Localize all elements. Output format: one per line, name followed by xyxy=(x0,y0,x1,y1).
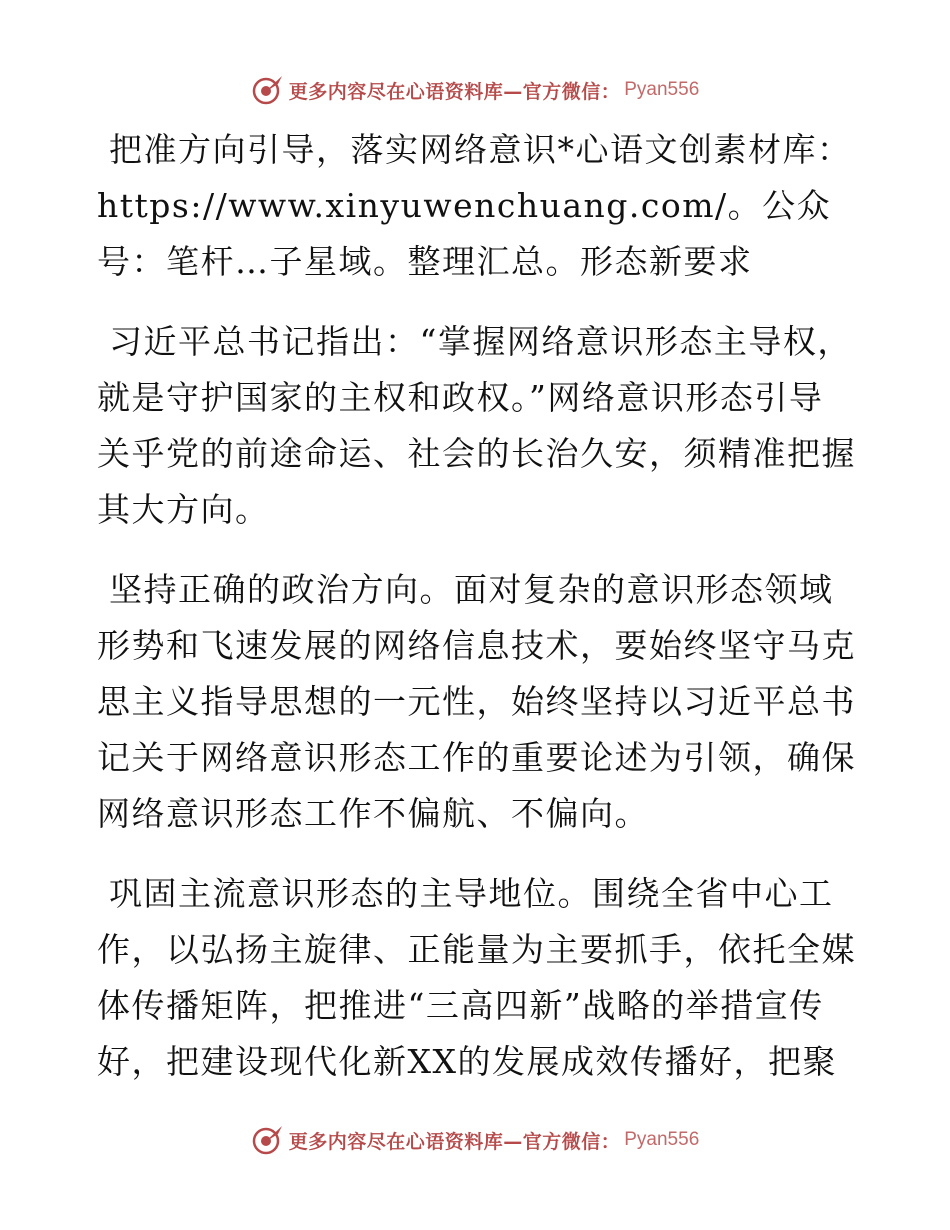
footer-watermark xyxy=(0,1120,950,1160)
document-body xyxy=(97,122,857,1114)
paragraph-4: 巩固主流意识形态的主导地位。围绕全省中心工作，以弘扬主旋律、正能量为主要抓手，依托全媒体传播矩阵，把推进“三高四新”战略的举措宣传好，把建设现代化新XX的发展成效传播好，把聚 xyxy=(97,874,856,1081)
quill-logo-icon xyxy=(251,73,285,107)
watermark-text: 更多内容尽在心语资料库—官方微信： xyxy=(288,80,621,103)
watermark-wechat-id: Pyan556 xyxy=(624,79,700,100)
paragraph-1: 把准方向引导，落实网络意识*心语文创素材库：https://www.xinyuwenchuang.com/。公众号：笔杆…子星域。整理汇总。形态新要求 xyxy=(97,130,852,281)
paragraph-3: 坚持正确的政治方向。面对复杂的意识形态领域形势和飞速发展的网络信息技术，要始终坚守马克思主义指导思想的一元性，始终坚持以习近平总书记关于网络意识形态工作的重要论述为引领，确保网络意识形态工作不偏航、不偏向。 xyxy=(97,570,856,833)
quill-logo-icon xyxy=(251,1123,285,1157)
header-watermark xyxy=(0,70,950,110)
watermark-wechat-id: Pyan556 xyxy=(624,1129,700,1150)
paragraph-2: 习近平总书记指出：“掌握网络意识形态主导权，就是守护国家的主权和政权。”网络意识形态引导关乎党的前途命运、社会的长治久安，须精准把握其大方向。 xyxy=(97,322,856,529)
watermark-text: 更多内容尽在心语资料库—官方微信： xyxy=(288,1130,621,1153)
